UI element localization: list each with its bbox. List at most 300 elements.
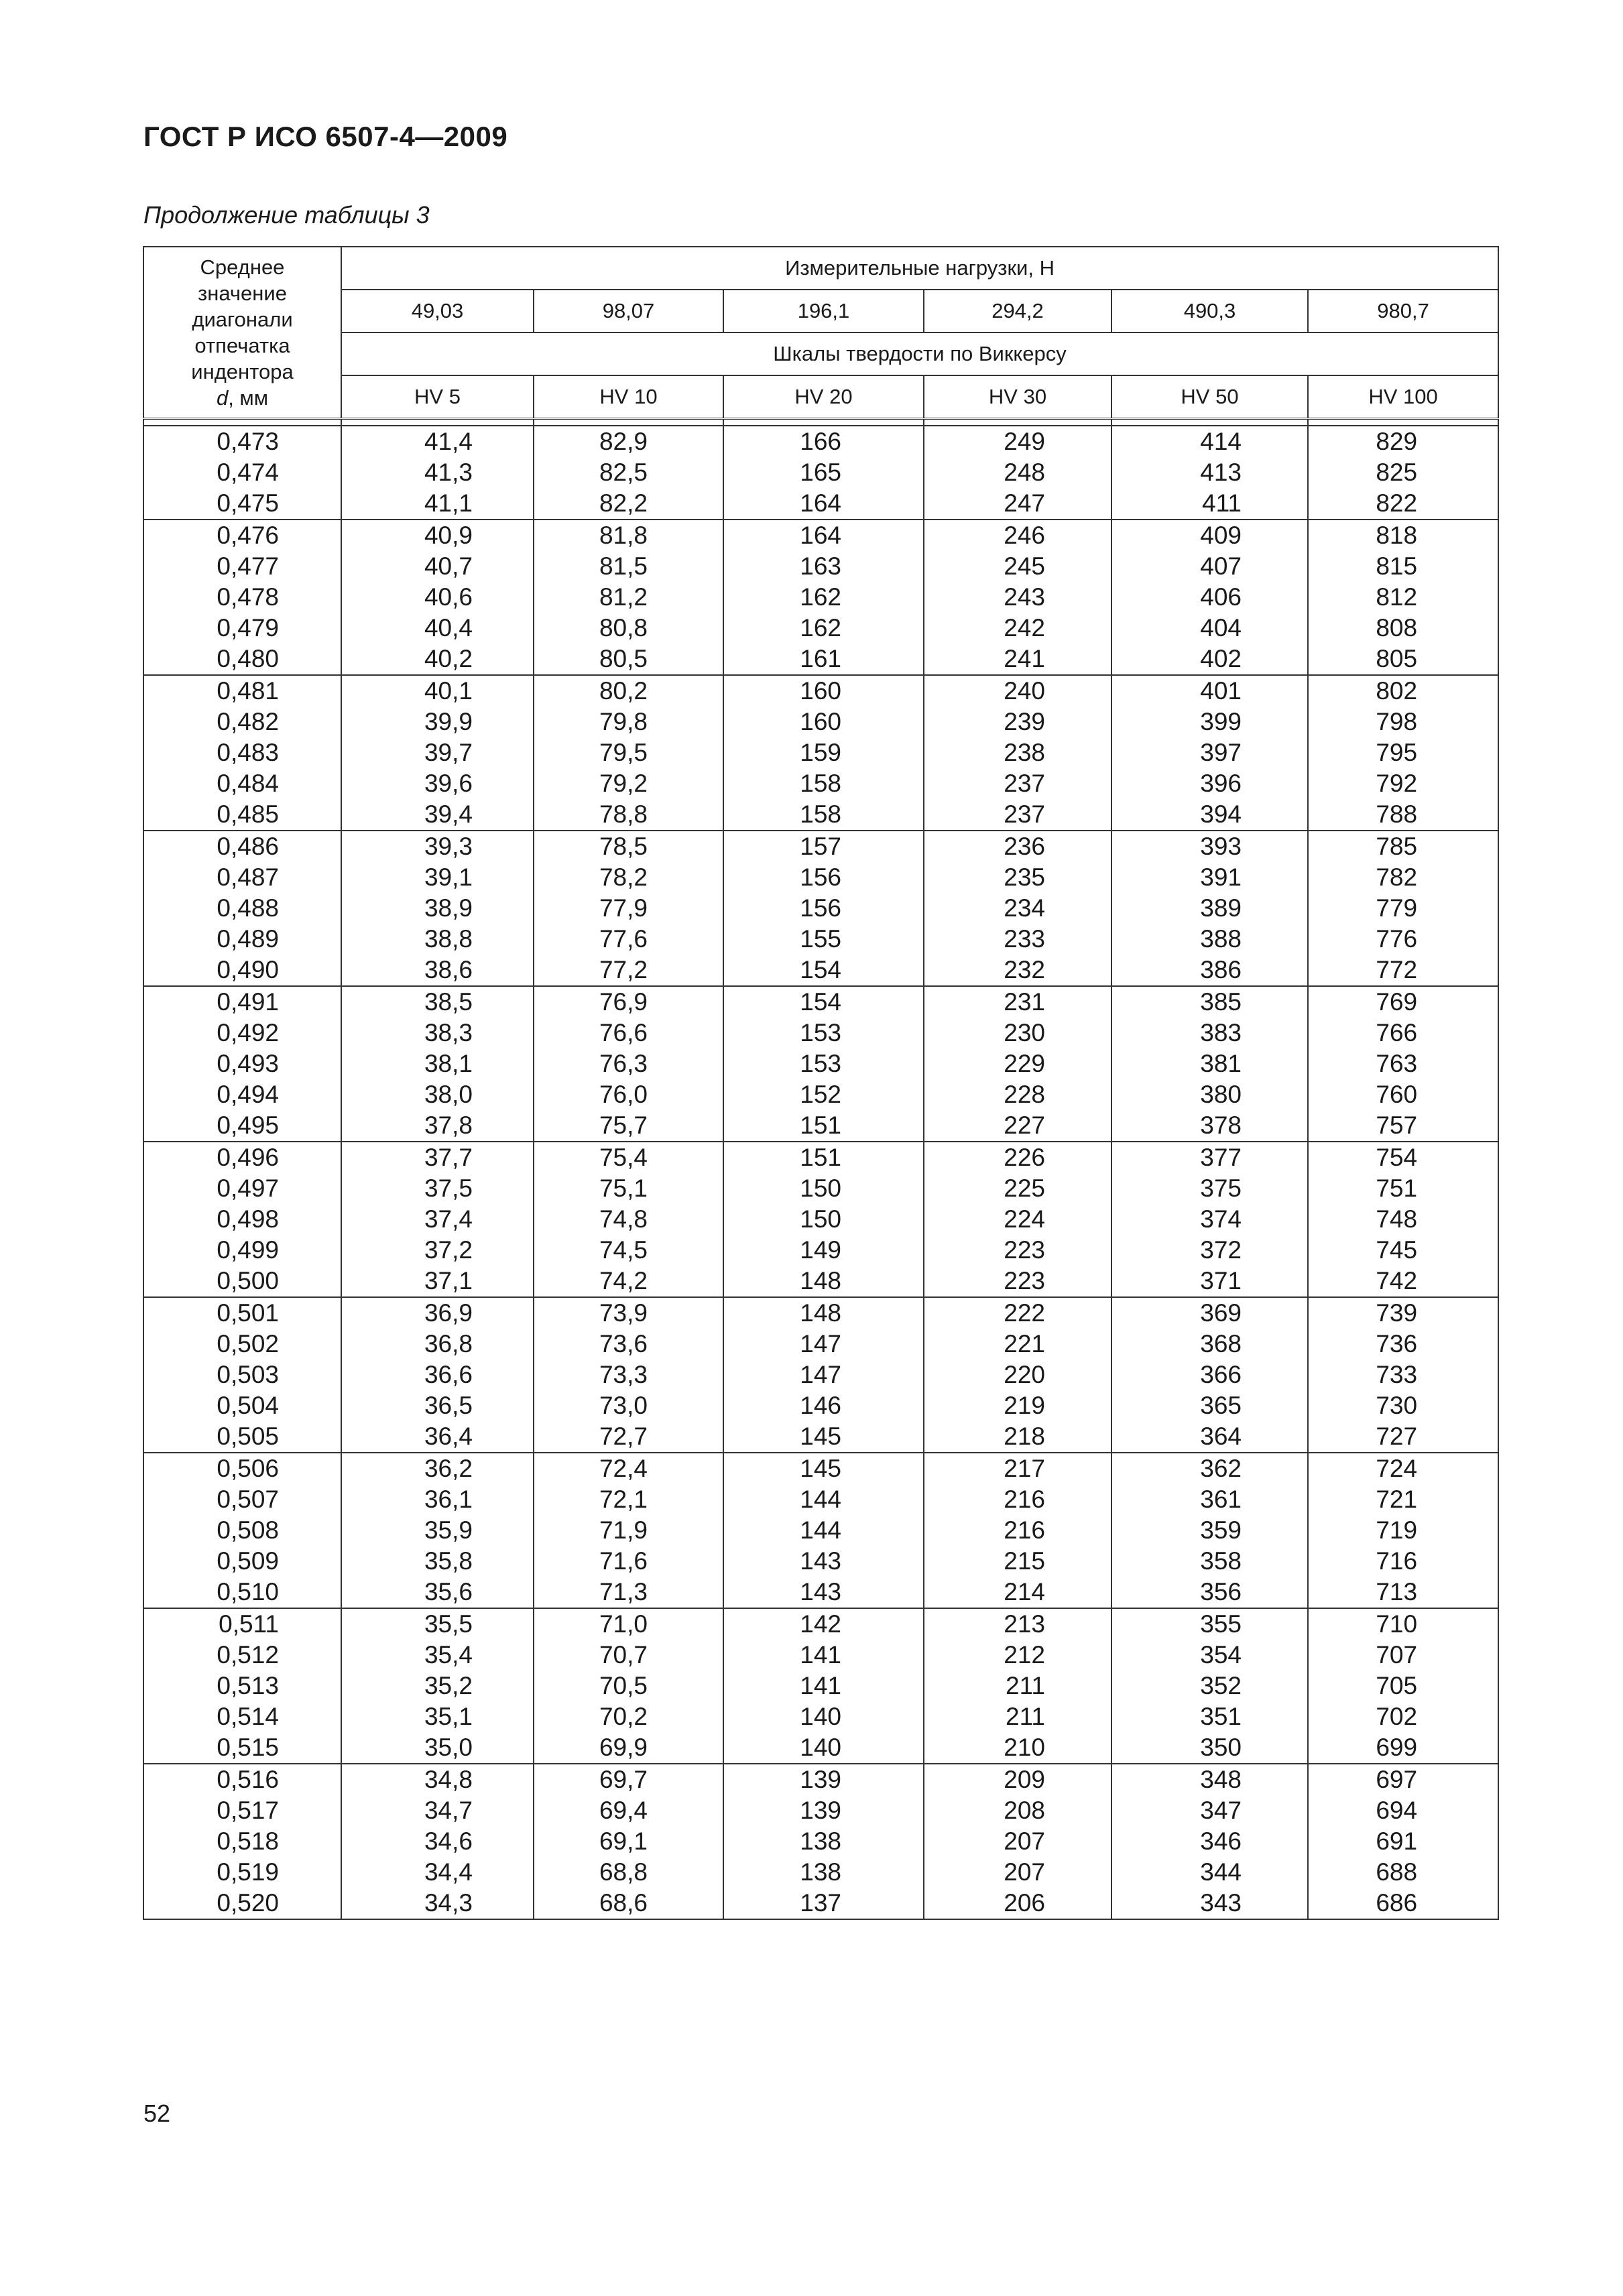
diagonal-value: 0,497 [217, 1174, 279, 1202]
hardness-value: 40,9 [424, 522, 473, 549]
diagonal-value: 0,510 [217, 1578, 279, 1606]
hardness-cell [534, 1297, 723, 1453]
hardness-cell [723, 426, 924, 520]
diagonal-cell [143, 426, 341, 520]
hardness-value: 163 [800, 552, 841, 580]
hardness-cell [1308, 831, 1498, 986]
hardness-value: 146 [800, 1392, 841, 1419]
diagonal-value: 0,477 [217, 552, 279, 580]
hardness-value: 77,2 [599, 956, 648, 983]
diagonal-cell [143, 1764, 341, 1919]
hardness-cell [1308, 1764, 1498, 1919]
load-value: 980,7 [1308, 290, 1498, 333]
diagonal-value: 0,496 [217, 1144, 279, 1171]
diagonal-value: 0,520 [217, 1889, 279, 1917]
hardness-value: 361 [1200, 1486, 1242, 1513]
table-row-group [143, 1453, 1498, 1608]
hardness-value: 394 [1200, 800, 1242, 828]
hardness-value: 153 [800, 1050, 841, 1077]
hardness-value: 688 [1376, 1858, 1418, 1886]
hardness-value: 788 [1376, 800, 1418, 828]
hardness-value: 354 [1200, 1641, 1242, 1669]
hardness-value: 222 [1004, 1299, 1045, 1327]
hardness-value: 140 [800, 1703, 841, 1730]
diagonal-value: 0,475 [217, 489, 279, 517]
hardness-cell [924, 1297, 1111, 1453]
hardness-value: 380 [1200, 1081, 1242, 1108]
table-row-group [143, 986, 1498, 1142]
hardness-value: 155 [800, 925, 841, 953]
hardness-value: 72,7 [599, 1423, 648, 1450]
hardness-value: 776 [1376, 925, 1418, 953]
hardness-value: 158 [800, 800, 841, 828]
scale-label: HV 100 [1308, 375, 1498, 419]
hardness-value: 235 [1004, 863, 1045, 891]
table-row-group [143, 1297, 1498, 1453]
hardness-value: 401 [1200, 677, 1242, 705]
hardness-value: 69,1 [599, 1827, 648, 1855]
hardness-value: 234 [1004, 894, 1045, 922]
hardness-value: 237 [1004, 770, 1045, 797]
scale-label: HV 5 [341, 375, 534, 419]
hardness-value: 815 [1376, 552, 1418, 580]
hardness-value: 348 [1200, 1766, 1242, 1793]
hardness-value: 228 [1004, 1081, 1045, 1108]
diagonal-value: 0,501 [217, 1299, 279, 1327]
hardness-value: 238 [1004, 739, 1045, 766]
hardness-value: 209 [1004, 1766, 1045, 1793]
hardness-value: 350 [1200, 1734, 1242, 1761]
hardness-value: 158 [800, 770, 841, 797]
hardness-value: 78,8 [599, 800, 648, 828]
hardness-cell [1308, 520, 1498, 675]
hardness-cell [924, 831, 1111, 986]
hardness-value: 213 [1004, 1610, 1045, 1638]
hardness-value: 215 [1004, 1547, 1045, 1575]
hardness-value: 161 [800, 645, 841, 672]
diagonal-unit: , мм [228, 386, 269, 410]
hardness-value: 381 [1200, 1050, 1242, 1077]
hardness-value: 145 [800, 1455, 841, 1482]
hardness-value: 237 [1004, 800, 1045, 828]
hardness-value: 757 [1376, 1111, 1418, 1139]
hardness-table [143, 246, 1499, 1920]
hardness-cell [341, 675, 534, 831]
hardness-cell [1308, 675, 1498, 831]
diagonal-value: 0,511 [219, 1610, 279, 1638]
hardness-cell [1111, 1764, 1308, 1919]
hardness-value: 38,1 [424, 1050, 473, 1077]
hardness-value: 37,5 [424, 1174, 473, 1202]
hardness-value: 383 [1200, 1019, 1242, 1046]
hardness-value: 812 [1376, 583, 1418, 611]
hardness-value: 41,3 [424, 459, 473, 486]
hardness-value: 141 [800, 1641, 841, 1669]
hardness-cell [341, 1453, 534, 1608]
diagonal-value: 0,517 [217, 1797, 279, 1824]
hardness-value: 35,4 [424, 1641, 473, 1669]
hardness-value: 147 [800, 1330, 841, 1357]
diagonal-cell [143, 831, 341, 986]
hardness-value: 41,1 [424, 489, 473, 517]
diagonal-cell [143, 1453, 341, 1608]
diagonal-value: 0,513 [217, 1672, 279, 1699]
hardness-cell [1111, 831, 1308, 986]
hardness-value: 159 [800, 739, 841, 766]
hardness-cell [341, 1142, 534, 1297]
hardness-value: 74,2 [599, 1267, 648, 1294]
hardness-value: 396 [1200, 770, 1242, 797]
hardness-value: 81,2 [599, 583, 648, 611]
diagonal-value: 0,499 [217, 1236, 279, 1264]
hardness-value: 343 [1200, 1889, 1242, 1917]
hardness-cell [341, 831, 534, 986]
hardness-cell [534, 831, 723, 986]
hardness-value: 37,7 [424, 1144, 473, 1171]
hardness-value: 75,1 [599, 1174, 648, 1202]
hardness-value: 35,0 [424, 1734, 473, 1761]
hardness-cell [1308, 986, 1498, 1142]
hardness-value: 75,7 [599, 1111, 648, 1139]
hardness-cell [723, 1608, 924, 1764]
hardness-cell [1308, 1297, 1498, 1453]
hardness-value: 73,6 [599, 1330, 648, 1357]
diagonal-value: 0,506 [217, 1455, 279, 1482]
hardness-value: 699 [1376, 1734, 1418, 1761]
hardness-value: 34,6 [424, 1827, 473, 1855]
hardness-value: 230 [1004, 1019, 1045, 1046]
hardness-value: 68,6 [599, 1889, 648, 1917]
hardness-value: 702 [1376, 1703, 1418, 1730]
load-value: 294,2 [924, 290, 1111, 333]
table-row-group [143, 520, 1498, 675]
header-separator [143, 419, 1498, 426]
hardness-value: 36,2 [424, 1455, 473, 1482]
hardness-value: 409 [1200, 522, 1242, 549]
hardness-value: 79,2 [599, 770, 648, 797]
hardness-cell [924, 1764, 1111, 1919]
hardness-value: 733 [1376, 1361, 1418, 1388]
loads-header: Измерительные нагрузки, Н [341, 247, 1498, 290]
hardness-value: 391 [1200, 863, 1242, 891]
hardness-value: 152 [800, 1081, 841, 1108]
diagonal-cell [143, 986, 341, 1142]
hardness-value: 389 [1200, 894, 1242, 922]
hardness-value: 356 [1200, 1578, 1242, 1606]
hardness-value: 82,5 [599, 459, 648, 486]
diagonal-value: 0,483 [217, 739, 279, 766]
hardness-value: 76,6 [599, 1019, 648, 1046]
hardness-value: 386 [1200, 956, 1242, 983]
hardness-value: 150 [800, 1174, 841, 1202]
hardness-value: 829 [1376, 428, 1418, 455]
hardness-value: 247 [1004, 489, 1045, 517]
hardness-value: 710 [1376, 1610, 1418, 1638]
hardness-value: 346 [1200, 1827, 1242, 1855]
hardness-value: 157 [800, 833, 841, 860]
diagonal-value: 0,508 [217, 1516, 279, 1544]
hardness-value: 70,5 [599, 1672, 648, 1699]
diagonal-value: 0,504 [217, 1392, 279, 1419]
hardness-value: 785 [1376, 833, 1418, 860]
scale-label: HV 30 [924, 375, 1111, 419]
hardness-value: 713 [1376, 1578, 1418, 1606]
hardness-value: 76,0 [599, 1081, 648, 1108]
hardness-cell [1111, 1453, 1308, 1608]
diagonal-header-line: значение [198, 282, 287, 305]
hardness-value: 772 [1376, 956, 1418, 983]
hardness-value: 782 [1376, 863, 1418, 891]
diagonal-value: 0,514 [217, 1703, 279, 1730]
hardness-value: 377 [1200, 1144, 1242, 1171]
hardness-cell [341, 520, 534, 675]
hardness-value: 143 [800, 1547, 841, 1575]
diagonal-value: 0,484 [217, 770, 279, 797]
hardness-value: 407 [1200, 552, 1242, 580]
hardness-value: 37,1 [424, 1267, 473, 1294]
diagonal-value: 0,480 [217, 645, 279, 672]
hardness-value: 151 [800, 1144, 841, 1171]
hardness-value: 34,4 [424, 1858, 473, 1886]
hardness-value: 38,3 [424, 1019, 473, 1046]
hardness-value: 779 [1376, 894, 1418, 922]
hardness-value: 147 [800, 1361, 841, 1388]
hardness-cell [1308, 1453, 1498, 1608]
diagonal-value: 0,518 [217, 1827, 279, 1855]
hardness-value: 82,2 [599, 489, 648, 517]
hardness-cell [1111, 1297, 1308, 1453]
hardness-value: 245 [1004, 552, 1045, 580]
hardness-value: 691 [1376, 1827, 1418, 1855]
hardness-value: 164 [800, 522, 841, 549]
hardness-value: 38,6 [424, 956, 473, 983]
table-row-group [143, 1142, 1498, 1297]
hardness-value: 805 [1376, 645, 1418, 672]
hardness-cell [1111, 1142, 1308, 1297]
hardness-value: 154 [800, 956, 841, 983]
hardness-value: 68,8 [599, 1858, 648, 1886]
hardness-value: 344 [1200, 1858, 1242, 1886]
diagonal-header-line: индентора [191, 360, 294, 383]
hardness-value: 211 [1006, 1672, 1045, 1699]
hardness-value: 802 [1376, 677, 1418, 705]
hardness-value: 351 [1200, 1703, 1242, 1730]
hardness-cell [1111, 1608, 1308, 1764]
hardness-value: 36,8 [424, 1330, 473, 1357]
hardness-value: 220 [1004, 1361, 1045, 1388]
hardness-value: 35,2 [424, 1672, 473, 1699]
hardness-value: 70,7 [599, 1641, 648, 1669]
hardness-cell [723, 1142, 924, 1297]
hardness-value: 365 [1200, 1392, 1242, 1419]
hardness-value: 766 [1376, 1019, 1418, 1046]
diagonal-value: 0,478 [217, 583, 279, 611]
hardness-value: 141 [800, 1672, 841, 1699]
scale-label: HV 20 [723, 375, 924, 419]
hardness-value: 41,4 [424, 428, 473, 455]
hardness-value: 241 [1004, 645, 1045, 672]
hardness-value: 71,6 [599, 1547, 648, 1575]
diagonal-value: 0,493 [217, 1050, 279, 1077]
hardness-cell [924, 426, 1111, 520]
hardness-value: 736 [1376, 1330, 1418, 1357]
hardness-value: 358 [1200, 1547, 1242, 1575]
hardness-value: 40,7 [424, 552, 473, 580]
diagonal-value: 0,494 [217, 1081, 279, 1108]
hardness-value: 82,9 [599, 428, 648, 455]
hardness-value: 239 [1004, 708, 1045, 735]
diagonal-value: 0,498 [217, 1205, 279, 1233]
hardness-value: 35,6 [424, 1578, 473, 1606]
hardness-value: 366 [1200, 1361, 1242, 1388]
load-value: 98,07 [534, 290, 723, 333]
hardness-value: 818 [1376, 522, 1418, 549]
hardness-cell [534, 520, 723, 675]
hardness-value: 37,2 [424, 1236, 473, 1264]
hardness-value: 686 [1376, 1889, 1418, 1917]
hardness-value: 164 [800, 489, 841, 517]
table-body [143, 426, 1498, 1919]
hardness-cell [723, 675, 924, 831]
diagonal-value: 0,485 [217, 800, 279, 828]
hardness-value: 760 [1376, 1081, 1418, 1108]
diagonal-value: 0,488 [217, 894, 279, 922]
diagonal-value: 0,474 [217, 459, 279, 486]
hardness-value: 138 [800, 1827, 841, 1855]
hardness-value: 719 [1376, 1516, 1418, 1544]
hardness-value: 36,5 [424, 1392, 473, 1419]
hardness-value: 795 [1376, 739, 1418, 766]
hardness-value: 73,3 [599, 1361, 648, 1388]
hardness-value: 72,4 [599, 1455, 648, 1482]
diagonal-value: 0,489 [217, 925, 279, 953]
table-row-group [143, 831, 1498, 986]
hardness-value: 154 [800, 988, 841, 1016]
hardness-value: 160 [800, 677, 841, 705]
hardness-value: 81,5 [599, 552, 648, 580]
hardness-value: 208 [1004, 1797, 1045, 1824]
diagonal-column-header [143, 247, 341, 419]
hardness-value: 347 [1200, 1797, 1242, 1824]
hardness-value: 414 [1200, 428, 1242, 455]
hardness-value: 144 [800, 1516, 841, 1544]
hardness-cell [1111, 426, 1308, 520]
hardness-value: 374 [1200, 1205, 1242, 1233]
diagonal-value: 0,509 [217, 1547, 279, 1575]
hardness-value: 371 [1200, 1267, 1242, 1294]
diagonal-value: 0,482 [217, 708, 279, 735]
hardness-value: 40,4 [424, 614, 473, 642]
hardness-value: 243 [1004, 583, 1045, 611]
hardness-value: 221 [1004, 1330, 1045, 1357]
diagonal-value: 0,486 [217, 833, 279, 860]
diagonal-value: 0,500 [217, 1267, 279, 1294]
diagonal-header-line: диагонали [192, 308, 293, 331]
hardness-value: 792 [1376, 770, 1418, 797]
hardness-cell [534, 1608, 723, 1764]
hardness-value: 40,1 [424, 677, 473, 705]
hardness-value: 80,2 [599, 677, 648, 705]
hardness-value: 36,6 [424, 1361, 473, 1388]
hardness-value: 71,9 [599, 1516, 648, 1544]
diagonal-symbol: d [216, 386, 229, 410]
hardness-value: 763 [1376, 1050, 1418, 1077]
hardness-value: 751 [1376, 1174, 1418, 1202]
hardness-value: 721 [1376, 1486, 1418, 1513]
hardness-value: 355 [1200, 1610, 1242, 1638]
hardness-value: 248 [1004, 459, 1045, 486]
hardness-value: 38,0 [424, 1081, 473, 1108]
hardness-cell [534, 986, 723, 1142]
diagonal-cell [143, 675, 341, 831]
hardness-cell [723, 1764, 924, 1919]
hardness-value: 388 [1200, 925, 1242, 953]
hardness-value: 34,8 [424, 1766, 473, 1793]
hardness-value: 160 [800, 708, 841, 735]
hardness-value: 375 [1200, 1174, 1242, 1202]
diagonal-value: 0,481 [217, 677, 279, 705]
hardness-value: 214 [1004, 1578, 1045, 1606]
hardness-value: 798 [1376, 708, 1418, 735]
hardness-cell [924, 1142, 1111, 1297]
hardness-value: 359 [1200, 1516, 1242, 1544]
hardness-value: 39,7 [424, 739, 473, 766]
hardness-value: 822 [1376, 489, 1418, 517]
hardness-value: 224 [1004, 1205, 1045, 1233]
hardness-cell [534, 1764, 723, 1919]
hardness-value: 225 [1004, 1174, 1045, 1202]
diagonal-value: 0,515 [217, 1734, 279, 1761]
table-row-group [143, 1764, 1498, 1919]
hardness-value: 362 [1200, 1455, 1242, 1482]
hardness-value: 724 [1376, 1455, 1418, 1482]
hardness-value: 156 [800, 863, 841, 891]
hardness-value: 825 [1376, 459, 1418, 486]
hardness-value: 378 [1200, 1111, 1242, 1139]
hardness-value: 393 [1200, 833, 1242, 860]
hardness-cell [924, 675, 1111, 831]
hardness-value: 207 [1004, 1827, 1045, 1855]
hardness-value: 144 [800, 1486, 841, 1513]
diagonal-value: 0,507 [217, 1486, 279, 1513]
hardness-cell [723, 986, 924, 1142]
hardness-cell [341, 426, 534, 520]
hardness-value: 352 [1200, 1672, 1242, 1699]
load-value: 49,03 [341, 290, 534, 333]
hardness-cell [924, 1453, 1111, 1608]
diagonal-cell [143, 520, 341, 675]
hardness-value: 74,8 [599, 1205, 648, 1233]
diagonal-value: 0,505 [217, 1423, 279, 1450]
hardness-value: 727 [1376, 1423, 1418, 1450]
hardness-cell [723, 1297, 924, 1453]
hardness-value: 769 [1376, 988, 1418, 1016]
hardness-cell [723, 520, 924, 675]
hardness-value: 211 [1006, 1703, 1045, 1730]
hardness-value: 138 [800, 1858, 841, 1886]
hardness-value: 808 [1376, 614, 1418, 642]
hardness-value: 413 [1200, 459, 1242, 486]
hardness-value: 39,4 [424, 800, 473, 828]
hardness-value: 223 [1004, 1267, 1045, 1294]
diagonal-header-line: Среднее [200, 255, 285, 279]
hardness-value: 162 [800, 614, 841, 642]
hardness-cell [534, 675, 723, 831]
hardness-value: 166 [800, 428, 841, 455]
hardness-value: 78,5 [599, 833, 648, 860]
hardness-value: 38,9 [424, 894, 473, 922]
hardness-value: 236 [1004, 833, 1045, 860]
